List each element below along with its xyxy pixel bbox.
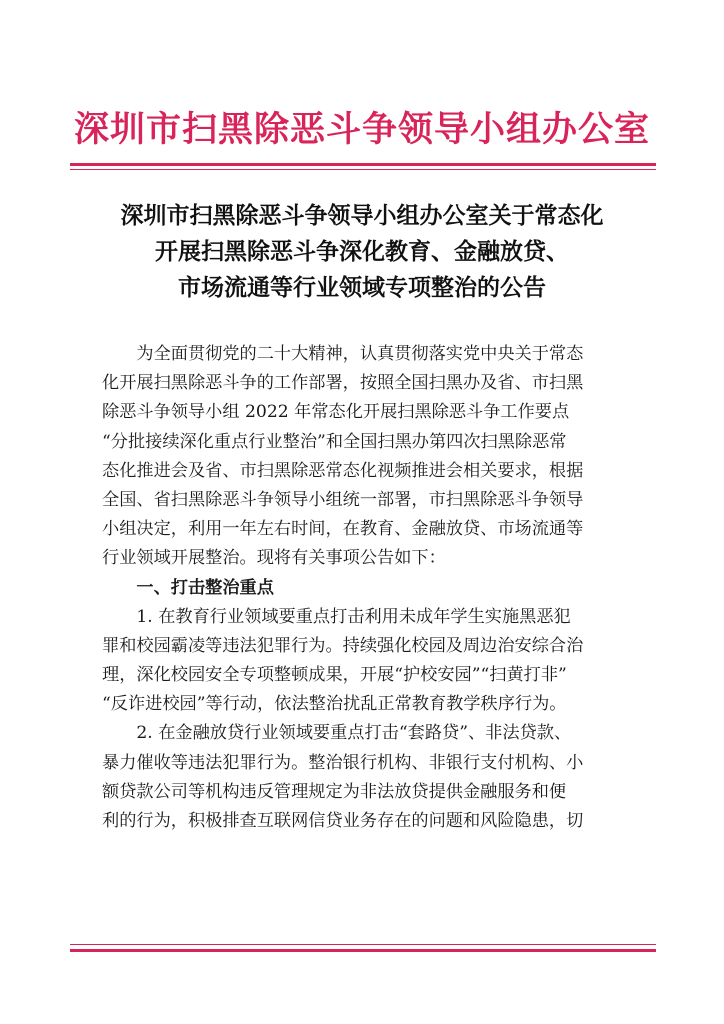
body-line: 罪和校园霸凌等违法犯罪行为。持续强化校园及周边治安综合治 [102, 635, 584, 656]
body-line: 1. 在教育行业领域要重点打击利用未成年学生实施黑恶犯 [102, 606, 571, 627]
body-line: 行业领域开展整治。现将有关事项公告如下： [102, 548, 446, 569]
office-letterhead-title: 深圳市扫黑除恶斗争领导小组办公室 [73, 110, 650, 150]
section-heading: 一、打击整治重点 [102, 577, 274, 598]
body-line: “分批接续深化重点行业整治”和全国扫黑办第四次扫黑除恶常 [102, 431, 567, 452]
body-line: 小组决定，利用一年左右时间，在教育、金融放贷、市场流通等 [102, 519, 584, 540]
document-title-line: 市场流通等行业领域专项整治的公告 [178, 274, 546, 301]
footer-rule-thick [70, 949, 656, 952]
document-title [60, 198, 664, 306]
body-line: 态化推进会及省、市扫黑除恶常态化视频推进会相关要求，根据 [102, 460, 584, 481]
header-rule-thin [70, 169, 656, 170]
body-line: 2. 在金融放贷行业领域要重点打击“套路贷”、非法贷款、 [102, 723, 572, 744]
body-line: 除恶斗争领导小组 2022 年常态化开展扫黑除恶斗争工作要点 [102, 402, 570, 423]
body-line: 化开展扫黑除恶斗争的工作部署，按照全国扫黑办及省、市扫黑 [102, 373, 584, 394]
body-line: “反诈进校园”等行动，依法整治扰乱正常教育教学秩序行为。 [102, 694, 567, 715]
body-line: 全国、省扫黑除恶斗争领导小组统一部署，市扫黑除恶斗争领导 [102, 489, 584, 510]
footer-rule-thin [70, 944, 656, 945]
body-line: 暴力催收等违法犯罪行为。整治银行机构、非银行支付机构、小 [102, 752, 584, 773]
header-rule-thick [70, 163, 656, 166]
body-line: 利的行为，积极排查互联网信贷业务存在的问题和风险隐患，切 [102, 811, 584, 831]
document-body [102, 340, 632, 836]
document-title-line: 开展扫黑除恶斗争深化教育、金融放贷、 [155, 238, 569, 265]
body-line: 额贷款公司等机构违反管理规定为非法放贷提供金融服务和便 [102, 781, 567, 802]
document-title-line: 深圳市扫黑除恶斗争领导小组办公室关于常态化 [120, 202, 604, 229]
body-line: 为全面贯彻党的二十大精神，认真贯彻落实党中央关于常态 [102, 344, 584, 364]
body-line: 理，深化校园安全专项整顿成果，开展“护校安园”“扫黄打非” [102, 665, 567, 686]
